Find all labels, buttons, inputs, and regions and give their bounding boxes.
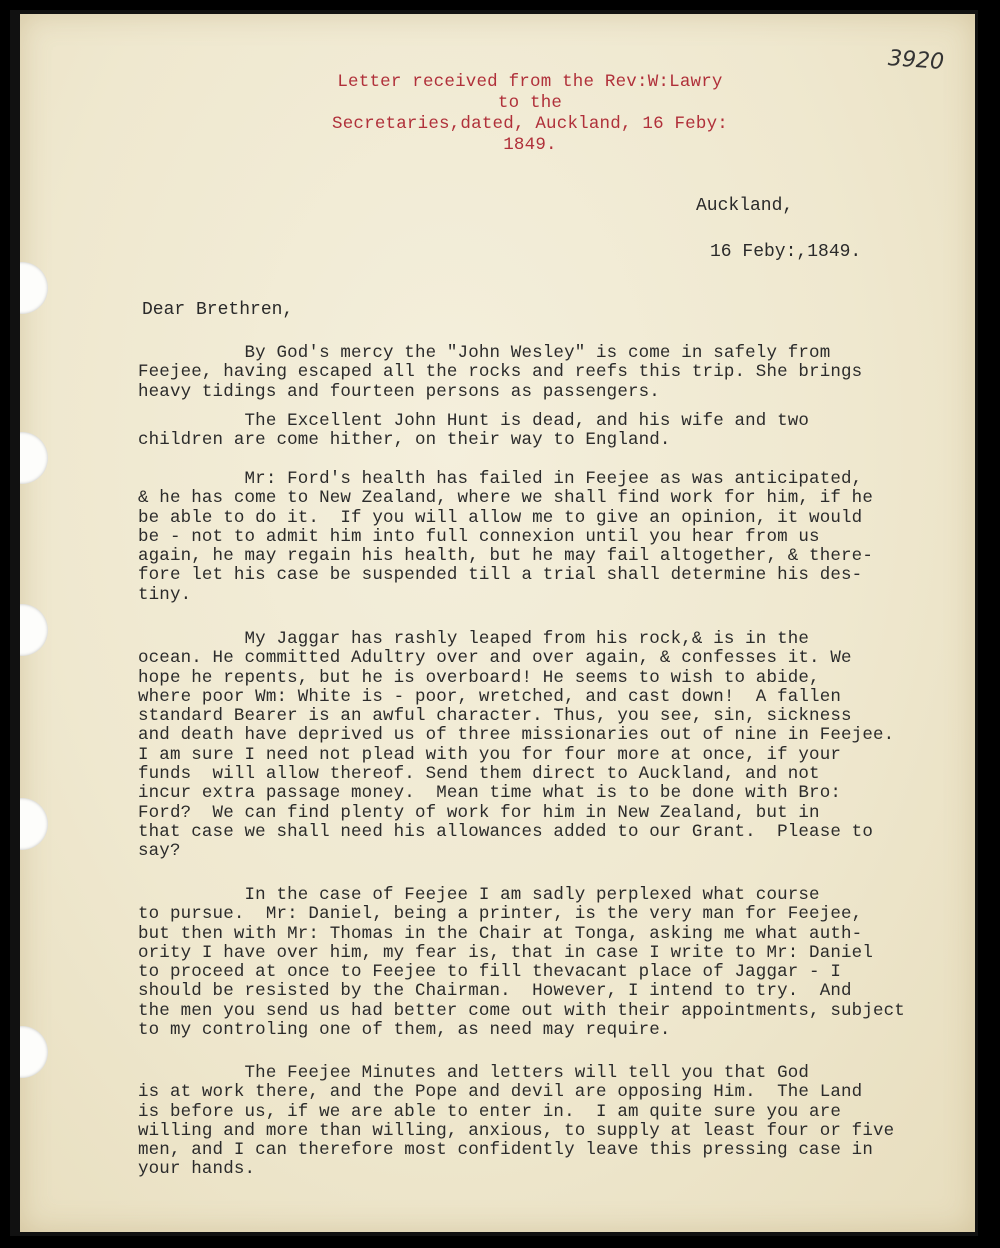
text-line: fore let his case be suspended till a trial shall determine his des-: [138, 565, 863, 586]
text-line: ority I have over him, my fear is, that in case I write to Mr: Daniel: [138, 942, 873, 963]
text-line: Feejee, having escaped all the rocks and reefs this trip. She brings: [138, 362, 863, 383]
text-line: The Excellent John Hunt is dead, and his wife and two: [138, 411, 810, 431]
punch-hole: [20, 604, 48, 656]
text-line: incur extra passage money. Mean time what is to be done with Bro:: [138, 783, 842, 804]
paragraph: [138, 344, 968, 402]
text-line: hope he repents, but he is overboard! He seems to wish to abide,: [138, 667, 820, 688]
letter-date: 16 Feby:,1849.: [710, 242, 862, 262]
text-line: to my controling one of them, as need may require.: [138, 1020, 671, 1041]
text-line: ocean. He committed Adultry over and over again, & confesses it. We: [138, 648, 852, 669]
text-line: say?: [138, 841, 181, 862]
text-line: that case we shall need his allowances added to our Grant. Please to: [138, 821, 873, 842]
text-line: men, and I can therefore most confidently leave this pressing case in: [138, 1140, 873, 1161]
text-line: tiny.: [138, 584, 192, 605]
paragraph: [138, 1064, 968, 1180]
punch-hole: [20, 1026, 48, 1078]
header-line: Secretaries,dated, Auckland, 16 Feby:: [332, 114, 728, 134]
archive-number: 3920: [887, 46, 945, 75]
text-line: Mr: Ford's health has failed in Feejee as was anticipated,: [138, 469, 863, 489]
text-line: & he has come to New Zealand, where we shall find work for him, if he: [138, 488, 873, 509]
text-line: willing and more than willing, anxious, to supply at least four or five: [138, 1120, 895, 1141]
punch-hole: [20, 262, 48, 314]
text-line: where poor Wm: White is - poor, wretched, and cast down! A fallen: [138, 686, 842, 707]
header-line: 1849.: [503, 135, 557, 155]
punch-hole: [20, 432, 48, 484]
text-line: is before us, if we are able to enter in. I am quite sure you are: [138, 1101, 842, 1122]
header-line: Letter received from the Rev:W:Lawry: [337, 72, 723, 92]
text-line: Ford? We can find plenty of work for him in New Zealand, but in: [138, 802, 820, 823]
text-line: funds will allow thereof. Send them direct to Auckland, and not: [138, 764, 820, 785]
header-line: to the: [497, 93, 563, 113]
text-line: the men you send us had better come out with their appointments, subject: [138, 1000, 905, 1021]
letter-place: Auckland,: [696, 196, 794, 216]
punch-hole: [20, 798, 48, 850]
text-line: be - not to admit him into full connexion until you hear from us: [138, 526, 820, 547]
text-line: again, he may regain his health, but he may fail altogether, & there-: [138, 546, 873, 567]
paragraph: [138, 412, 968, 451]
text-line: to pursue. Mr: Daniel, being a printer, is the very man for Feejee,: [138, 904, 863, 925]
text-line: My Jaggar has rashly leaped from his rock,& is in the: [138, 629, 810, 649]
text-line: to proceed at once to Feejee to fill thevacant place of Jaggar - I: [138, 962, 842, 983]
letter-page: [20, 14, 975, 1232]
text-line: I am sure I need not plead with you for four more at once, if your: [138, 744, 842, 765]
paragraph: [138, 886, 968, 1040]
text-line: The Feejee Minutes and letters will tell you that God: [138, 1063, 810, 1083]
text-line: your hands.: [138, 1159, 256, 1180]
text-line: but then with Mr: Thomas in the Chair at Tonga, asking me what auth-: [138, 923, 863, 944]
text-line: children are come hither, on their way to England.: [138, 430, 671, 451]
salutation: Dear Brethren,: [142, 300, 294, 320]
text-line: heavy tidings and fourteen persons as passengers.: [138, 381, 660, 402]
text-line: By God's mercy the "John Wesley" is come in safely from: [138, 343, 831, 363]
letter-header: [250, 72, 810, 156]
text-line: be able to do it. If you will allow me to give an opinion, it would: [138, 507, 863, 528]
paragraph: [138, 630, 968, 862]
text-line: and death have deprived us of three missionaries out of nine in Feejee.: [138, 725, 895, 746]
text-line: should be resisted by the Chairman. However, I intend to try. And: [138, 981, 852, 1002]
text-line: In the case of Feejee I am sadly perplexed what course: [138, 885, 820, 905]
text-line: standard Bearer is an awful character. Thus, you see, sin, sickness: [138, 706, 852, 727]
text-line: is at work there, and the Pope and devil are opposing Him. The Land: [138, 1082, 863, 1103]
paragraph: [138, 470, 968, 605]
